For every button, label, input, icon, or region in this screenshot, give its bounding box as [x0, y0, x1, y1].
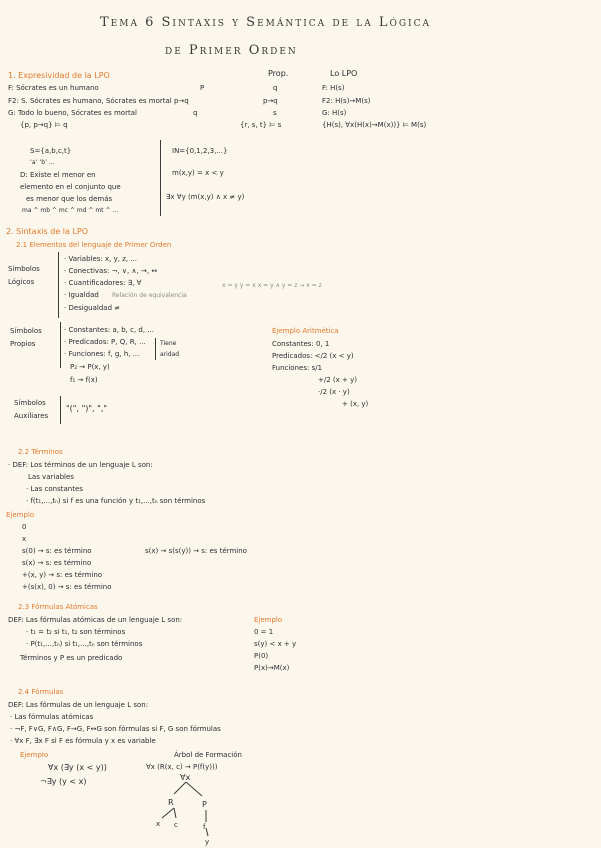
list-item: · Las fórmulas atómicas — [10, 713, 94, 721]
entailment-prop2: {r, s, t} ⊨ s — [240, 121, 282, 129]
col-header-prop: Prop. — [268, 69, 289, 78]
sentence-g: G: Todo lo bueno, Sócrates es mortal — [8, 109, 137, 117]
example-line: Predicados: </2 (x < y) — [272, 352, 354, 360]
list-item: · ∀x F, ∃x F si F es fórmula y x es variable — [10, 737, 156, 745]
list-item: · f(t₁,...,tₙ) si f es una función y t₁,...,tₙ son términos — [26, 497, 206, 505]
sentence-f1-prop2: q — [273, 84, 278, 92]
example-line: s(x) → s(s(y)) → s: es término — [145, 547, 247, 555]
example-heading: Ejemplo — [6, 511, 35, 519]
example-heading: Ejemplo Aritmética — [272, 327, 339, 335]
example-line: P(0) — [254, 652, 269, 660]
group-label: Lógicos — [8, 278, 35, 286]
example-line: s(x) → s: es término — [22, 559, 92, 567]
list-item: · ¬F, F∨G, F∧G, F→G, F↔G son fórmulas si F, G son fórmulas — [10, 725, 221, 733]
example-heading: Ejemplo — [20, 751, 49, 759]
example-line: +/2 (x + y) — [318, 376, 357, 384]
entailment-lpo: {H(s), ∀x(H(x)→M(x))} ⊨ M(s) — [322, 121, 427, 129]
example-line: 0 = 1 — [254, 628, 274, 636]
example-line: ·/2 (x · y) — [318, 388, 350, 396]
predicate-example: P₂ → P(x, y) — [70, 363, 110, 371]
sentence-f1-lpo: F: H(s) — [322, 84, 345, 92]
definition: · DEF: Los términos de un lenguaje L son: — [8, 461, 153, 469]
set-labels: ‘a’ ‘b’ ... — [30, 159, 55, 166]
tree-node-f: f — [203, 823, 206, 831]
sentence-f1: F: Sócrates es un humano — [8, 84, 99, 92]
sentence-f1-prop: P — [200, 84, 205, 92]
list-item: · Las constantes — [26, 485, 83, 493]
list-item: · Predicados: P, Q, R, ... — [64, 338, 146, 346]
arity-note: aridad — [160, 351, 180, 358]
def-line-4: ma ^ mb ^ mc ^ md ^ mt ^ ... — [22, 207, 119, 214]
function-example: f₁ → f(x) — [70, 376, 98, 384]
bracket-line — [58, 252, 59, 318]
list-item: · Funciones: f, g, h, ... — [64, 350, 140, 358]
sentence-f2: F2: S. Sócrates es humano, Sócrates es mortal p→q — [8, 97, 189, 105]
list-item: · t₁ = t₂ si t₁, t₂ son términos — [26, 628, 126, 636]
example-line: s(y) < x + y — [254, 640, 297, 648]
subsection-heading: 2.2 Términos — [18, 448, 63, 456]
section-heading: 2. Sintaxis de la LPO — [6, 227, 89, 236]
sentence-f2-lpo: F2: H(s)→M(s) — [322, 97, 371, 105]
sentence-g-lpo: G: H(s) — [322, 109, 347, 117]
list-item: Las variables — [28, 473, 74, 481]
list-item: · Conectivas: ¬, ∨, ∧, →, ↔ — [64, 267, 158, 275]
group-label: Auxiliares — [14, 412, 49, 420]
divider-line — [160, 140, 161, 216]
list-item: · Variables: x, y, z, ... — [64, 255, 138, 263]
bracket-line — [60, 396, 61, 424]
bracket-line — [155, 338, 156, 360]
quantified-formula: ∃x ∀y (m(x,y) ∧ x ≠ y) — [166, 193, 245, 201]
example-line: s(0) → s: es término — [22, 547, 92, 555]
subsection-heading: 2.3 Fórmulas Atómicas — [18, 603, 98, 611]
group-label: Símbolos — [8, 265, 40, 273]
set-example: S={a,b,c,t} — [30, 147, 72, 155]
tree-node-r: R — [168, 798, 174, 807]
example-line: ¬∃y (y < x) — [40, 777, 87, 786]
tree-title: Árbol de Formación — [174, 751, 242, 759]
tree-node-y: y — [205, 838, 210, 846]
formation-tree — [140, 770, 250, 846]
predicate-def: m(x,y) = x < y — [172, 169, 224, 177]
example-line: 0 — [22, 523, 27, 531]
tree-node-p: P — [202, 800, 207, 809]
bracket-line — [60, 322, 61, 368]
def-line-3: es menor que los demás — [26, 195, 113, 203]
list-item: · Igualdad — [64, 291, 99, 299]
tree-node-x: x — [156, 820, 161, 828]
sentence-g-prop: q — [193, 109, 198, 117]
list-item: · Desigualdad ≠ — [64, 304, 121, 312]
entailment-prop: {p, p→q} ⊨ q — [20, 121, 68, 129]
example-line: +(s(x), 0) → s: es término — [22, 583, 112, 591]
example-line: x — [22, 535, 27, 543]
example-line: Constantes: 0, 1 — [272, 340, 330, 348]
example-line: + (x, y) — [342, 400, 369, 408]
tree-formula: ∀x (R(x, c) → P(f(y))) — [146, 763, 218, 771]
sentence-f2-prop: p→q — [263, 97, 278, 105]
group-label: Símbolos — [14, 399, 46, 407]
tree-node-root: ∀x — [180, 773, 191, 782]
definition: DEF: Las fórmulas de un lenguaje L son: — [8, 701, 149, 709]
annotation: Relación de equivalencia — [112, 292, 187, 299]
naturals-set: IN={0,1,2,3,...} — [172, 147, 228, 155]
def-line-2: elemento en el conjunto que — [20, 183, 121, 191]
example-line: Funciones: s/1 — [272, 364, 323, 372]
aux-symbols: "(", ")", "," — [66, 404, 108, 413]
subsection-heading: 2.4 Fórmulas — [18, 688, 64, 696]
tree-node-c: c — [174, 821, 178, 829]
example-line: +(x, y) → s: es término — [22, 571, 103, 579]
example-heading: Ejemplo — [254, 616, 283, 624]
list-item: Términos y P es un predicado — [20, 654, 123, 662]
list-item: · Constantes: a, b, c, d, ... — [64, 326, 154, 334]
group-label: Propios — [10, 340, 36, 348]
subsection-heading: 2.1 Elementos del lenguaje de Primer Orden — [16, 241, 172, 249]
arity-note: Tiene — [160, 340, 177, 347]
annotation: x = y y = x x = y ∧ y = z → x = z — [222, 282, 322, 289]
def-line-1: D: Existe el menor en — [20, 171, 96, 179]
list-item: · Cuantificadores: ∃, ∀ — [64, 279, 142, 287]
example-line: P(x)→M(x) — [254, 664, 290, 672]
example-line: ∀x (∃y (x < y)) — [48, 763, 107, 772]
group-label: Símbolos — [10, 327, 42, 335]
col-header-lpo: Lo LPO — [330, 69, 358, 78]
page-title-line2: de Primer Orden — [165, 43, 298, 58]
definition: DEF: Las fórmulas atómicas de un lenguaje L son: — [8, 616, 183, 624]
section-heading: 1. Expresividad de la LPO — [8, 71, 110, 80]
page-title: Tema 6 Sintaxis y Semántica de la Lógica — [100, 15, 431, 30]
sentence-g-prop2: s — [273, 109, 277, 117]
list-item: · P(t₁,...,tₙ) si t₁,...,tₙ son términos — [26, 640, 143, 648]
